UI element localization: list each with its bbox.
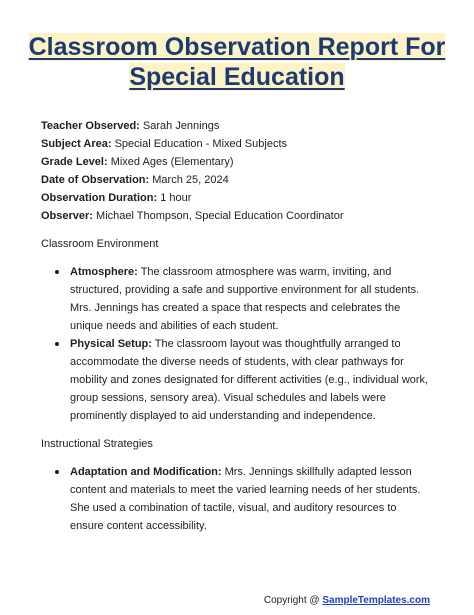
meta-value: Sarah Jennings: [142, 120, 220, 132]
meta-label: Grade Level:: [41, 156, 108, 168]
meta-value: 1 hour: [160, 192, 192, 204]
meta-value: Michael Thompson, Special Education Coordinator: [96, 210, 344, 222]
meta-duration: [41, 189, 441, 207]
meta-grade: [41, 153, 441, 171]
item-label: Adaptation and Modification:: [70, 466, 222, 478]
list-item: [41, 335, 433, 425]
meta-label: Observer:: [41, 210, 93, 222]
meta-subject: [41, 135, 441, 153]
classroom-environment-list: [41, 263, 433, 425]
title-line-2: Special Education: [129, 63, 345, 91]
page-title: [20, 32, 454, 92]
item-label: Physical Setup:: [70, 338, 152, 350]
meta-value: Special Education - Mixed Subjects: [114, 138, 288, 150]
item-text: The classroom atmosphere was warm, inviting, and structured, providing a safe and supportive environment for all students. Mrs. Jennings has created a space that respects and celebrates the unique needs and abilities of each student.: [70, 266, 420, 332]
meta-observer: [41, 207, 441, 225]
list-item: [41, 463, 433, 535]
meta-value: Mixed Ages (Elementary): [110, 156, 234, 168]
copyright-footer: [264, 595, 430, 606]
list-item: [41, 263, 433, 335]
meta-label: Subject Area:: [41, 138, 112, 150]
item-label: Atmosphere:: [70, 266, 138, 278]
meta-label: Observation Duration:: [41, 192, 158, 204]
bullet-icon: [55, 470, 59, 474]
observation-details: [41, 117, 441, 225]
copyright-text: Copyright @: [263, 595, 320, 606]
meta-date: [41, 171, 441, 189]
item-text: Mrs. Jennings skillfully adapted lesson content and materials to meet the varied learning needs of her students. She used a combination of tactile, visual, and auditory resources to ensure content accessibility.: [70, 466, 421, 532]
bullet-icon: [55, 342, 59, 346]
meta-label: Teacher Observed:: [41, 120, 140, 132]
meta-label: Date of Observation:: [41, 174, 150, 186]
meta-value: March 25, 2024: [152, 174, 229, 186]
meta-teacher: [41, 117, 441, 135]
title-line-1: Classroom Observation Report For: [28, 33, 446, 61]
item-text: The classroom layout was thoughtfully arranged to accommodate the diverse needs of students, with clear pathways for mobility and zones designated for different activities (e.g., individual work, group sessions, sensory area). Visual schedules and labels were prominently displayed to aid understanding and independence.: [70, 338, 429, 422]
section-heading-instructional-strategies: Instructional Strategies: [41, 438, 153, 450]
sample-templates-link[interactable]: SampleTemplates.com: [322, 595, 430, 606]
bullet-icon: [55, 270, 59, 274]
instructional-strategies-list: [41, 463, 433, 535]
section-heading-classroom-environment: Classroom Environment: [41, 238, 159, 250]
